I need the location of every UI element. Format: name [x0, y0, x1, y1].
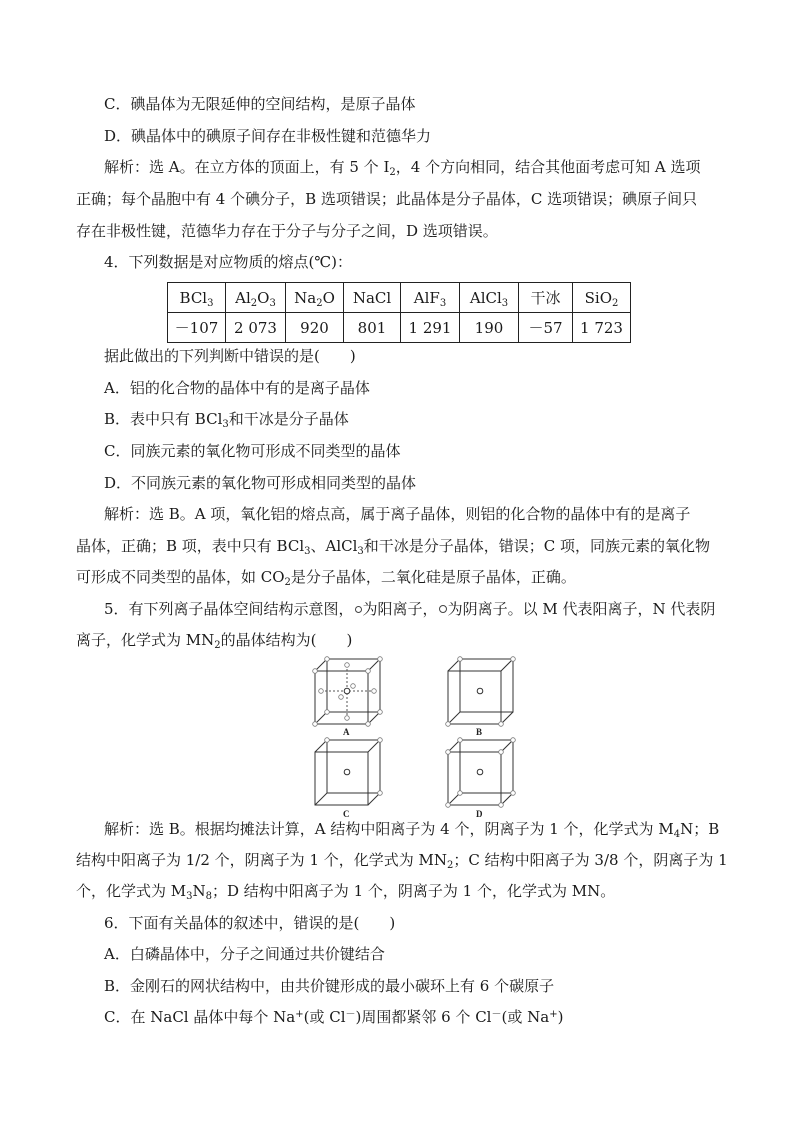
table-cell: 1 723	[573, 313, 631, 343]
table-cell: －57	[519, 313, 573, 343]
table-header-cell: 干冰	[519, 283, 573, 313]
table-cell: －107	[168, 313, 226, 343]
svg-text:D: D	[476, 809, 483, 819]
melting-point-table	[167, 282, 631, 343]
table-header-cell: AlCl$_3$	[460, 283, 519, 313]
q4-explanation-line2: 晶体，正确；B 项，表中只有 BCl$_3$、AlCl$_3$和干冰是分子晶体，错误；C 项，同族元素的氧化物	[76, 537, 711, 557]
cation-symbol-icon	[355, 606, 362, 613]
svg-text:C: C	[343, 809, 350, 819]
structure-d	[446, 738, 516, 819]
table-header-cell: AlF$_3$	[401, 283, 460, 313]
svg-text:A: A	[343, 727, 350, 737]
q5-explanation-line2: 结构中阳离子为 1/2 个，阴离子为 1 个，化学式为 $MN_2$；C 结构中阳离子为 3/8 个，阴离子为 1	[76, 851, 728, 871]
q3-option-c: C．碘晶体为无限延伸的空间结构，是原子晶体	[104, 95, 416, 113]
q3-explanation-line3: 存在非极性键，范德华力存在于分子与分子之间，D 选项错误。	[76, 222, 498, 240]
structure-b	[446, 657, 516, 737]
q4-explanation-line3: 可形成不同类型的晶体，如 $CO_2$是分子晶体，二氧化硅是原子晶体，正确。	[76, 568, 576, 588]
q4-stem: 4．下列数据是对应物质的熔点(℃)：	[104, 253, 353, 271]
q4-option-b: B．表中只有 BCl$_3$和干冰是分子晶体	[104, 410, 349, 430]
table-header-cell: BCl$_3$	[168, 283, 226, 313]
table-header-cell: $Na_2O$	[286, 283, 344, 313]
table-header-cell: $Al_2O_3$	[226, 283, 286, 313]
q3-explanation-line2: 正确；每个晶胞中有 4 个碘分子，B 选项错误；此晶体是分子晶体，C 选项错误；碘原子间只	[76, 190, 698, 208]
q4-question: 据此做出的下列判断中错误的是( )	[104, 347, 356, 365]
table-cell: 1 291	[401, 313, 460, 343]
table-header-cell: NaCl	[344, 283, 401, 313]
q4-explanation-line1: 解析：选 B。A 项，氧化铝的熔点高，属于离子晶体，则铝的化合物的晶体中有的是离子	[104, 505, 691, 523]
table-header-cell: SiO$_2$	[573, 283, 631, 313]
table-header-row	[168, 283, 631, 313]
q6-stem: 6．下面有关晶体的叙述中，错误的是( )	[104, 914, 396, 932]
table-row	[168, 313, 631, 343]
structure-c	[315, 738, 382, 819]
table-cell: 2 073	[226, 313, 286, 343]
table-cell: 190	[460, 313, 519, 343]
q6-option-a: A．白磷晶体中，分子之间通过共价键结合	[104, 945, 385, 963]
q3-explanation-line1: 解析：选 A。在立方体的顶面上，有 5 个 $I_2$，4 个方向相同，结合其他面考虑可知 A 选项	[104, 158, 701, 178]
q6-option-c: C．在 NaCl 晶体中每个 Na+(或 Cl－)周围都紧邻 6 个 Cl－(或 Na+)	[104, 1008, 564, 1026]
anion-symbol-icon	[439, 605, 447, 613]
q4-option-a: A．铝的化合物的晶体中有的是离子晶体	[104, 379, 370, 397]
q6-option-b: B．金刚石的网状结构中，由共价键形成的最小碳环上有 6 个碳原子	[104, 977, 555, 995]
structure-a	[313, 657, 383, 737]
crystal-structures-figure	[305, 655, 530, 819]
q5-stem-line1: 5．有下列离子晶体空间结构示意图， 为阳离子， 为阴离子。以 M 代表阳离子，N 代表阴	[104, 600, 716, 618]
q5-stem-line2: 离子，化学式为 $MN_2$的晶体结构为( )	[76, 631, 353, 651]
q5-explanation-line1: 解析：选 B。根据均摊法计算，A 结构中阳离子为 4 个，阴离子为 1 个，化学式为 $M_4N$；B	[104, 820, 720, 840]
q4-option-d: D．不同族元素的氧化物可形成相同类型的晶体	[104, 474, 417, 492]
svg-text:B: B	[476, 727, 483, 737]
table-cell: 920	[286, 313, 344, 343]
q5-explanation-line3: 个，化学式为 $M_3N_8$；D 结构中阳离子为 1 个，阴离子为 1 个，化学式为 MN。	[76, 882, 616, 902]
q4-option-c: C．同族元素的氧化物可形成不同类型的晶体	[104, 442, 401, 460]
q3-option-d: D．碘晶体中的碘原子间存在非极性键和范德华力	[104, 127, 432, 145]
table-cell: 801	[344, 313, 401, 343]
